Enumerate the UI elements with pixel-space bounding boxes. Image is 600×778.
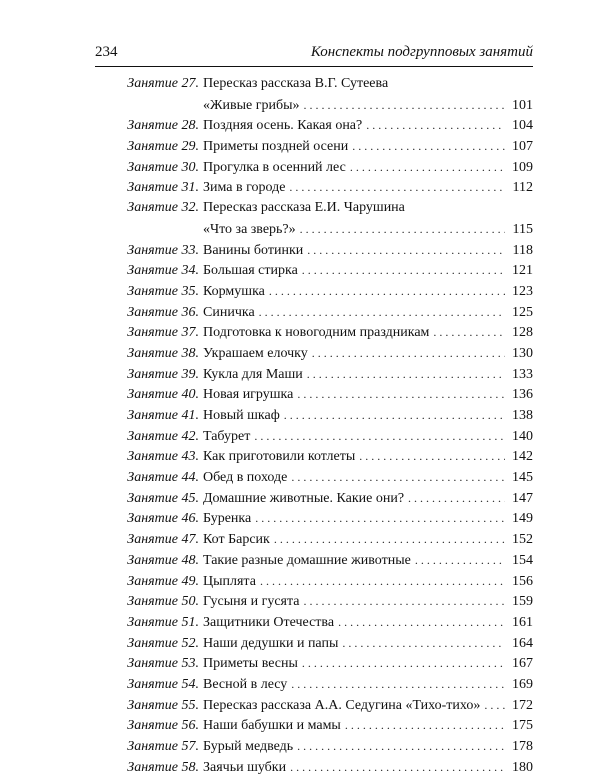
- toc-entry-continuation: [95, 219, 533, 240]
- lesson-number: Занятие 53.: [127, 656, 199, 672]
- dot-leaders: [291, 674, 505, 695]
- lesson-title: Новый шкаф: [203, 408, 280, 423]
- page-ref: 172: [512, 697, 533, 713]
- page-ref: 147: [512, 490, 533, 506]
- toc-entry: [95, 426, 533, 447]
- toc-entry: [95, 115, 533, 136]
- lesson-title: Ванины ботинки: [203, 242, 304, 258]
- lesson-title: Кот Барсик: [203, 532, 270, 548]
- lesson-title: Кукла для Маши: [203, 366, 303, 382]
- lesson-title: Зима в городе: [203, 180, 286, 196]
- page-ref: 121: [512, 263, 533, 279]
- lesson-number: Занятие 52.: [127, 635, 199, 651]
- lesson-title: Буренка: [203, 511, 252, 527]
- lesson-title: Синичка: [203, 304, 255, 320]
- lesson-number: Занятие 42.: [127, 428, 199, 444]
- lesson-number: Занятие 39.: [127, 366, 199, 382]
- toc-entry: [95, 715, 533, 736]
- page-ref: 140: [512, 428, 533, 444]
- toc-entry: [95, 550, 533, 571]
- page-ref: 159: [512, 594, 533, 610]
- dot-leaders: [345, 715, 505, 736]
- toc-entry: [95, 529, 533, 550]
- running-title: Конспекты подгрупповых занятий: [310, 44, 533, 60]
- dot-leaders: [366, 115, 505, 136]
- dot-leaders: [342, 633, 505, 654]
- page-ref: 101: [512, 97, 533, 113]
- dot-leaders: [312, 343, 505, 364]
- toc-entry: [95, 674, 533, 695]
- page-ref: 169: [512, 676, 533, 692]
- page-ref: 180: [512, 759, 533, 775]
- lesson-title: Табурет: [203, 428, 251, 444]
- dot-leaders: [255, 508, 505, 529]
- dot-leaders: [290, 757, 505, 778]
- lesson-title: Весной в лесу: [203, 676, 288, 692]
- lesson-title: Такие разные домашние животные: [203, 552, 411, 568]
- page-ref: 149: [512, 511, 533, 527]
- lesson-number: Занятие 33.: [127, 242, 199, 258]
- lesson-title: Пересказ рассказа А.А. Седугина «Тихо-тихо»: [203, 697, 481, 713]
- toc-entry: [95, 322, 533, 343]
- lesson-number: Занятие 27.: [127, 76, 199, 91]
- dot-leaders: [415, 550, 505, 571]
- dot-leaders: [291, 467, 505, 488]
- page-ref: 152: [512, 532, 533, 548]
- dot-leaders: [289, 177, 505, 198]
- page-ref: 125: [512, 304, 533, 320]
- toc-entry: [95, 343, 533, 364]
- lesson-number: Занятие 43.: [127, 449, 199, 465]
- page-ref: 133: [512, 366, 533, 382]
- page-ref: 156: [512, 573, 533, 589]
- lesson-number: Занятие 40.: [127, 387, 199, 403]
- toc-entry: [95, 757, 533, 778]
- page-ref: 115: [512, 221, 533, 237]
- lesson-title: Украшаем елочку: [203, 345, 308, 361]
- toc-entry: [95, 240, 533, 261]
- page-ref: 142: [512, 449, 533, 465]
- lesson-number: Занятие 45.: [127, 490, 199, 506]
- dot-leaders: [307, 364, 505, 385]
- lesson-title: Большая стирка: [203, 263, 298, 279]
- dot-leaders: [297, 736, 505, 757]
- lesson-title: Приметы весны: [203, 656, 298, 672]
- lesson-number: Занятие 34.: [127, 263, 199, 279]
- page-ref: 175: [512, 718, 533, 734]
- lesson-title: Подготовка к новогодним праздникам: [203, 325, 430, 341]
- page-header: [95, 42, 533, 67]
- lesson-number: Занятие 50.: [127, 594, 199, 610]
- toc-entry: [95, 302, 533, 323]
- lesson-number: Занятие 29.: [127, 139, 199, 155]
- page-ref: 112: [512, 180, 533, 196]
- lesson-title: Бурый медведь: [203, 739, 294, 754]
- dot-leaders: [284, 405, 505, 426]
- page-number: 234: [95, 44, 118, 60]
- lesson-title-continuation: «Живые грибы»: [203, 97, 300, 113]
- lesson-title: Домашние животные. Какие они?: [203, 490, 405, 506]
- lesson-number: Занятие 36.: [127, 304, 199, 320]
- dot-leaders: [304, 591, 505, 612]
- dot-leaders: [304, 95, 505, 116]
- page-ref: 138: [512, 408, 533, 423]
- dot-leaders: [408, 488, 505, 509]
- page-ref: 130: [512, 345, 533, 361]
- lesson-number: Занятие 28.: [127, 118, 199, 134]
- lesson-title-continuation: «Что за зверь?»: [203, 221, 296, 237]
- toc-entry: [95, 612, 533, 633]
- page-ref: 164: [512, 635, 533, 651]
- lesson-title: Наши дедушки и папы: [203, 635, 339, 651]
- toc-entry-continuation: [95, 95, 533, 116]
- lesson-number: Занятие 55.: [127, 697, 199, 713]
- page-ref: 136: [512, 387, 533, 403]
- toc-entry: [95, 177, 533, 198]
- dot-leaders: [297, 384, 505, 405]
- lesson-number: Занятие 56.: [127, 718, 199, 734]
- toc-entry: [95, 695, 533, 716]
- dot-leaders: [359, 446, 505, 467]
- lesson-title: Новая игрушка: [203, 387, 294, 403]
- dot-leaders: [433, 322, 505, 343]
- page-ref: 128: [512, 325, 533, 341]
- lesson-number: Занятие 46.: [127, 511, 199, 527]
- page-ref: 109: [512, 159, 533, 175]
- page-ref: 178: [512, 739, 533, 754]
- lesson-number: Занятие 51.: [127, 614, 199, 630]
- toc-entry: [95, 633, 533, 654]
- page-ref: 123: [512, 283, 533, 299]
- lesson-number: Занятие 41.: [127, 408, 199, 423]
- toc-entry: [95, 467, 533, 488]
- toc-entry: [95, 653, 533, 674]
- dot-leaders: [352, 136, 505, 157]
- lesson-number: Занятие 31.: [127, 180, 199, 196]
- page-ref: 104: [512, 118, 533, 134]
- dot-leaders: [302, 260, 505, 281]
- dot-leaders: [274, 529, 505, 550]
- lesson-title: Пересказ рассказа Е.И. Чарушина: [203, 200, 405, 216]
- table-of-contents: [95, 74, 533, 777]
- lesson-number: Занятие 35.: [127, 283, 199, 299]
- lesson-title: Приметы поздней осени: [203, 139, 349, 155]
- toc-entry: [95, 157, 533, 178]
- lesson-number: Занятие 47.: [127, 532, 199, 548]
- dot-leaders: [254, 426, 505, 447]
- lesson-number: Занятие 37.: [127, 325, 199, 341]
- lesson-title: Наши бабушки и мамы: [203, 718, 341, 734]
- page-ref: 107: [512, 139, 533, 155]
- dot-leaders: [302, 653, 505, 674]
- lesson-number: Занятие 49.: [127, 573, 199, 589]
- toc-entry: [95, 281, 533, 302]
- lesson-title: Заячьи шубки: [203, 759, 287, 775]
- lesson-number: Занятие 30.: [127, 159, 199, 175]
- toc-entry: [95, 736, 533, 757]
- toc-entry: [95, 74, 533, 95]
- toc-entry: [95, 136, 533, 157]
- lesson-title: Кормушка: [203, 283, 265, 299]
- lesson-number: Занятие 58.: [127, 759, 199, 775]
- toc-entry: [95, 571, 533, 592]
- toc-entry: [95, 384, 533, 405]
- dot-leaders: [300, 219, 505, 240]
- dot-leaders: [260, 571, 505, 592]
- toc-entry: [95, 508, 533, 529]
- page-ref: 118: [512, 242, 533, 258]
- toc-entry: [95, 405, 533, 426]
- lesson-number: Занятие 48.: [127, 552, 199, 568]
- dot-leaders: [338, 612, 505, 633]
- lesson-title: Прогулка в осенний лес: [203, 159, 346, 175]
- page-ref: 167: [512, 656, 533, 672]
- dot-leaders: [259, 302, 505, 323]
- lesson-number: Занятие 38.: [127, 345, 199, 361]
- dot-leaders: [269, 281, 505, 302]
- toc-entry: [95, 488, 533, 509]
- lesson-title: Поздняя осень. Какая она?: [203, 118, 363, 134]
- lesson-number: Занятие 32.: [127, 200, 199, 216]
- toc-entry: [95, 198, 533, 219]
- lesson-title: Цыплята: [203, 573, 256, 589]
- lesson-title: Пересказ рассказа В.Г. Сутеева: [203, 76, 389, 91]
- dot-leaders: [484, 695, 505, 716]
- lesson-title: Обед в походе: [203, 470, 288, 486]
- lesson-number: Занятие 54.: [127, 676, 199, 692]
- toc-entry: [95, 446, 533, 467]
- toc-entry: [95, 260, 533, 281]
- dot-leaders: [307, 240, 505, 261]
- page-ref: 161: [512, 614, 533, 630]
- toc-entry: [95, 364, 533, 385]
- page-ref: 145: [512, 470, 533, 486]
- lesson-title: Защитники Отечества: [203, 614, 335, 630]
- lesson-title: Гусыня и гусята: [203, 594, 300, 610]
- lesson-number: Занятие 57.: [127, 739, 199, 754]
- lesson-number: Занятие 44.: [127, 470, 199, 486]
- page-ref: 154: [512, 552, 533, 568]
- toc-entry: [95, 591, 533, 612]
- dot-leaders: [350, 157, 505, 178]
- lesson-title: Как приготовили котлеты: [203, 449, 356, 465]
